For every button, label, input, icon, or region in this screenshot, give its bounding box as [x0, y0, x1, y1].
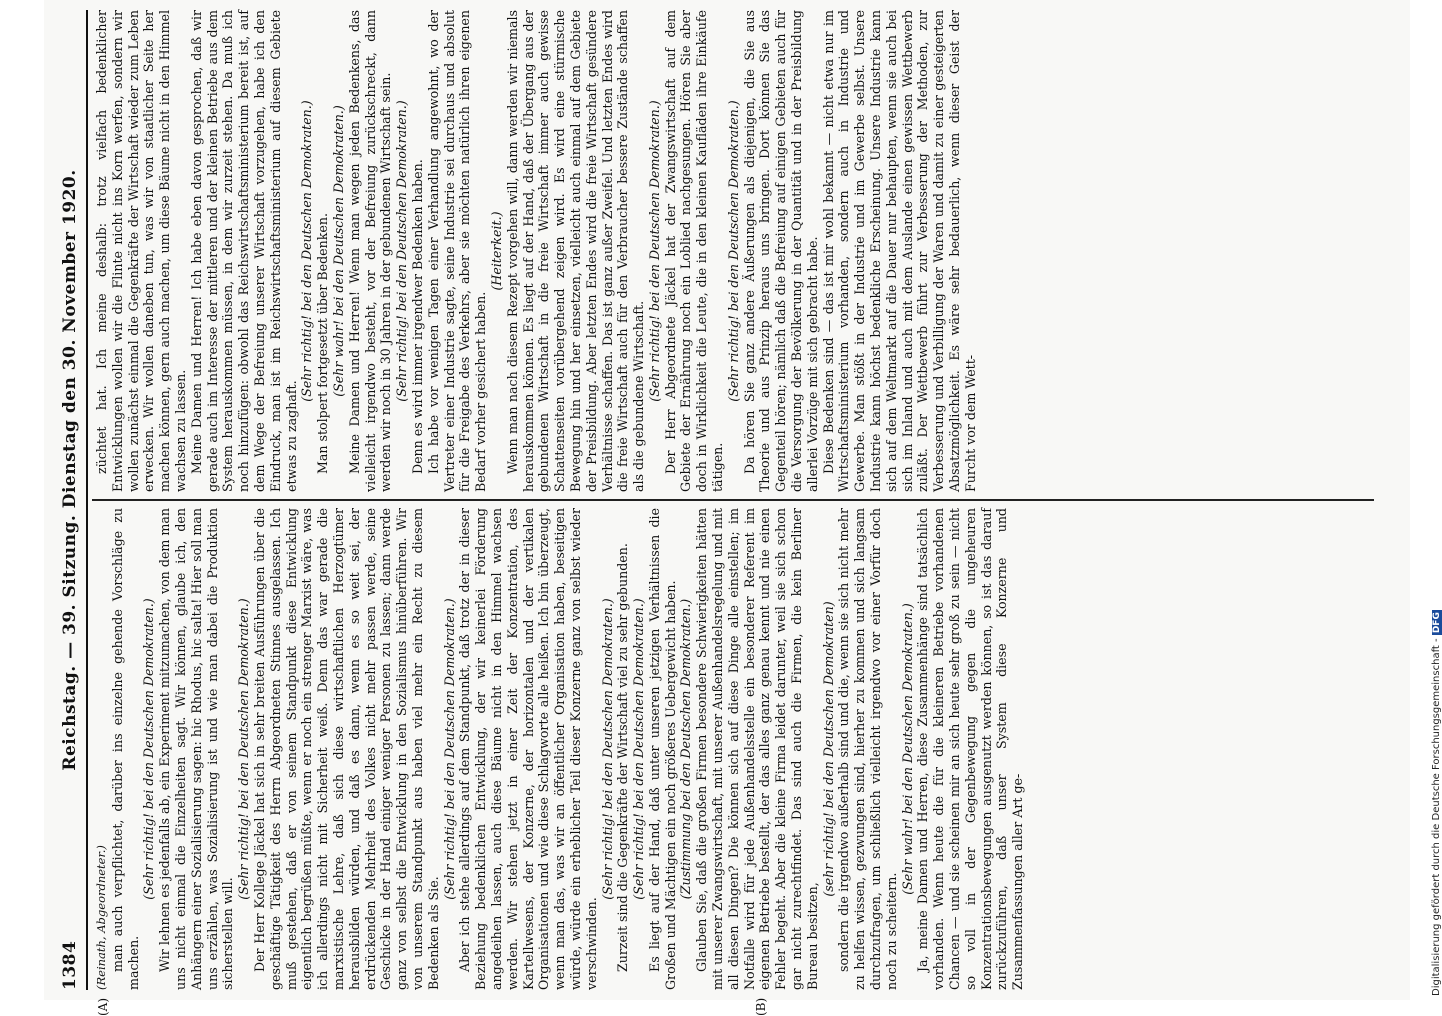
right-column — [94, 10, 1374, 492]
interjection: (Zustimmung bei den Deutschen Demokraten.) — [678, 598, 694, 900]
page-number: 1384 — [60, 940, 80, 990]
paragraph: Denn es wird immer irgendwer Bedenken haben. — [409, 159, 425, 474]
left-column — [94, 508, 1374, 990]
interjection: (Sehr richtig! bei den Deutschen Demokraten.) — [394, 100, 410, 402]
speaker-note: (Reinath, Abgeordneter.) — [94, 845, 108, 990]
paragraph: Aber ich stehe allerdings auf dem Standpunkt, daß trotz der in dieser Beziehung bedenklichen Entwicklung, der wir keinerlei Förderung angedeihen lassen, auch diese Bäume nicht in den Himmel wachsen werden. Wir stehen jetzt in einer Zeit der Konzentration, des Kartellwesens, der Konzerne, der horizontalen und der vertikalen Organisationen und wie diese Schlagworte alle heißen. Ich bin überzeugt, wenn man das, was wir an öffentlicher Organisation haben, beseitigen würde, würde ein erheblicher Teil dieser Konzerne ganz von selbst wieder verschwinden. — [457, 508, 599, 990]
rotated-page-content — [54, 10, 1384, 1016]
interjection: (Sehr richtig! bei den Deutschen Demokraten.) — [599, 598, 615, 900]
paragraph: Man stolpert fortgesetzt über Bedenken. — [315, 213, 331, 474]
interjection: (Sehr richtig! bei den Deutschen Demokraten.) — [631, 598, 647, 900]
interjection: (Sehr richtig! bei den Deutschen Demokraten.) — [646, 100, 662, 402]
paragraph: Diese Bedenken sind — das ist mir wohl bekannt — nicht etwa nur im Wirtschaftsministerium vorhanden, sondern auch in Industrie und Gewerbe. Man stößt in der Industrie und im Gewerbe selbst. Unsere Industrie kann höchst bedenkliche Erscheinung. Unsere Industrie kann sich auf dem Weltmarkt auf die Dauer nur behaupten, wenn sie auch bei sich im Inland und auch mit dem Auslande einen gewissen Wettbewerb zuläßt. Der Wettbewerb führt zur Verbesserung der Methoden, zur Verbesserung und Verbilligung der Waren und damit zu einer gesteigerten Absatzmöglichkeit. Es wäre sehr bedauerlich, wenn dieser Geist der Furcht vor dem Wett- — [820, 10, 978, 492]
paragraph: Zurzeit sind die Gegenkräfte der Wirtschaft viel zu sehr gebunden. — [615, 543, 631, 972]
paragraph: Wir lehnen es jedenfalls ab, ein Experiment mitzumachen, von dem man uns nicht einmal die Einzelheiten sagt. Wir können, glaube ich, den Anhängern einer Sozialisierung sagen: hic Rhodus, hic salta! Hier soll man uns erzählen, was Sozialisierung ist und wie man dabei die Produktion sicherstellen will. — [157, 508, 236, 990]
interjection: (Sehr richtig! bei den Deutschen Demokraten.) — [725, 100, 741, 402]
paragraph: Ja, meine Damen und Herren, diese Zusammenhänge sind tatsächlich vorhanden. Wenn heute die für die kleineren Betriebe vorhandenen Chancen — und sie scheinen mir an sich heute sehr groß zu sein — nicht so voll in der Gegenbewegung gegen die ungeheuren Konzentrationsbewegungen ausgenutzt werden können, so ist das darauf zurückzuführen, daß unser System diese Konzerne und Zusammenfassungen aller Art ge- — [915, 508, 1026, 990]
margin-mark-a: (A) — [96, 997, 110, 1016]
interjection: (Heiterkeit.) — [488, 211, 504, 291]
paragraph: Glauben Sie, daß die großen Firmen besondere Schwierigkeiten hätten mit unserer Zwangswirtschaft, mit unserer Außenhandelsregelung und mit all diesen Dingen? Die können sich auf diese Dinge alle einstellen; im Notfalle wird für jede Außenhandelsstelle ein besonderer Referent im eigenen Betriebe bestellt, der das alles ganz genau kennt und nie einen Fehler begeht. Aber die kleine Firma leidet darunter, weil sie sich schon gar nicht zurechtfindet. Das sind auch die Firmen, die kein Berliner Bureau besitzen, — [694, 508, 820, 990]
paragraph: sondern die irgendwo außerhalb sind und die, wenn sie sich nicht mehr zu helfen wissen, gezwungen sind, hierher zu kommen und sich langsam durchzufragen, um schließlich vielleicht irgendwo vor einer Vorfür doch noch zu scheitern. — [836, 508, 899, 990]
paragraph: Meine Damen und Herren! Wenn man wegen jeden Bedenkens, das vielleicht irgendwo besteht, vor der Befreiung zurückschreckt, dann werden wir noch in 30 Jahren in der gebundenen Wirtschaft sein. — [346, 10, 394, 492]
column-divider — [92, 499, 1374, 501]
interjection: (Sehr richtig! bei den Deutschen Demokraten.) — [141, 598, 157, 900]
dfg-logo: DFG — [1432, 612, 1442, 634]
interjection: (Sehr richtig! bei den Deutschen Demokraten.) — [441, 598, 457, 900]
interjection: (Sehr richtig! bei den Deutschen Demokraten.) — [236, 598, 252, 900]
paragraph: Der Herr Kollege Jäckel hat sich in sehr breiten Ausführungen über die geschäftige Tätigkeit des Herrn Abgeordneten Stinnes ausgelassen. Ich muß gestehen, daß er von seinem Standpunkt diese Entwicklung eigentlich begrüßen müßte, wenn er noch ein strenger Marxist wäre, was ich allerdings nicht mit Sicherheit weiß. Denn das war gerade die marxistische Lehre, daß sich diese wirtschaftlichen Herzogtümer herausbilden würden, und daß es dann, wenn es so weit sei, der erdrückenden Mehrheit des Volkes nicht mehr passen werde, seine Geschicke in der Hand einiger weniger Personen zu lassen; dann werde ganz von selbst die Entwicklung in den Sozialismus hinüberführen. Wir von unserem Standpunkt aus haben viel mehr ein Recht zu diesem Bedenken als Sie. — [251, 508, 441, 990]
paragraph: Es liegt auf der Hand, daß unter unseren jetzigen Verhältnissen die Großen und Mächtigen ein noch größeres Uebergewicht haben. — [646, 508, 678, 990]
paragraph: Wenn man nach diesem Rezept vorgehen will, dann werden wir niemals herauskommen können. Es liegt auf der Hand, daß der Übergang aus der gebundenen Wirtschaft in die freie Wirtschaft immer auch gewisse Schattenseiten vorübergehend zeigen wird. Es wird eine stürmische Bewegung hin und her einsetzen, vielleicht auch einmal auf dem Gebiete der Preisbildung. Aber letzten Endes wird die freie Wirtschaft gesündere Verhältnisse schaffen. Das ist ganz außer Zweifel. Und letzten Endes wird die freie Wirtschaft auch für den Verbraucher bessere Zustände schaffen als die gebundene Wirtschaft. — [504, 10, 647, 492]
paragraph: man auch verpflichtet, darüber ins einzelne gehende Vorschläge zu machen. — [109, 508, 141, 990]
scanned-page — [44, 0, 1410, 1016]
interjection: (sehr richtig! bei den Deutschen Demokraten) — [820, 601, 836, 897]
interjection: (Sehr wahr! bei den Deutschen Demokraten.) — [330, 105, 346, 397]
paragraph: Ich habe vor wenigen Tagen einer Verhandlung angewohnt, wo der Vertreter einer Industrie sagte, seine Industrie sei durchaus und absolut für die Freigabe des Verkehrs, aber sie möchten natürlich ihren eigenen Bedarf vorher gesichert haben. — [425, 10, 489, 492]
digitization-credit — [1418, 0, 1442, 1000]
page-title: Reichstag. — 39. Sitzung. Dienstag den 30. November 1920. — [60, 169, 80, 771]
paragraph: züchtet hat. Ich meine deshalb: trotz vielfach bedenklicher Entwicklungen wollen wir die Flinte nicht ins Korn werfen, sondern wir wollen zunächst einmal die Gegenkräfte der Wirtschaft wieder zum Leben erwecken. Wir wollen daneben tun, was wir von staatlicher Seite her machen können, gern auch machen, um diese Bäume nicht in den Himmel wachsen zu lassen. — [94, 10, 188, 492]
page-header — [54, 10, 88, 990]
credit-text: Digitalisierung gefördert durch die Deutsche Forschungsgemeinschaft - — [1431, 638, 1442, 996]
interjection: (Sehr wahr! bei den Deutschen Demokraten.) — [899, 603, 915, 895]
paragraph: Der Herr Abgeordnete Jäckel hat der Zwangswirtschaft auf dem Gebiete der Ernährung noch ein Loblied nachgesungen. Hören Sie aber doch in Wirklichkeit die Leute, die in den kleinen Kaufläden ihre Einkäufe tätigen. — [662, 10, 726, 492]
interjection: (Sehr richtig! bei den Deutschen Demokraten.) — [299, 100, 315, 402]
paragraph: Da hören Sie ganz andere Äußerungen als diejenigen, die Sie aus Theorie und aus Prinzip heraus uns bringen. Dort können Sie das Gegenteil hören; nämlich daß die Befreiung auf einigen Gebieten auch für die Versorgung der Bevölkerung in der Quantität und in der Preisbildung allerlei Vorzüge mit sich gebracht habe. — [741, 10, 820, 492]
paragraph: Meine Damen und Herren! Ich habe eben davon gesprochen, daß wir gerade auch im Interesse der mittleren und der kleinen Betriebe aus dem System herauskommen müssen, in dem wir zurzeit stehen. Da muß ich noch hinzufügen: obwohl das Reichswirtschaftsministerium bereit ist, auf dem Wege der Befreiung unserer Wirtschaft vorzugehen, habe ich den Eindruck, man ist im Reichswirtschaftsministerium auf diesem Gebiete etwas zu zaghaft. — [188, 10, 299, 492]
margin-mark-b: (B) — [754, 997, 768, 1016]
